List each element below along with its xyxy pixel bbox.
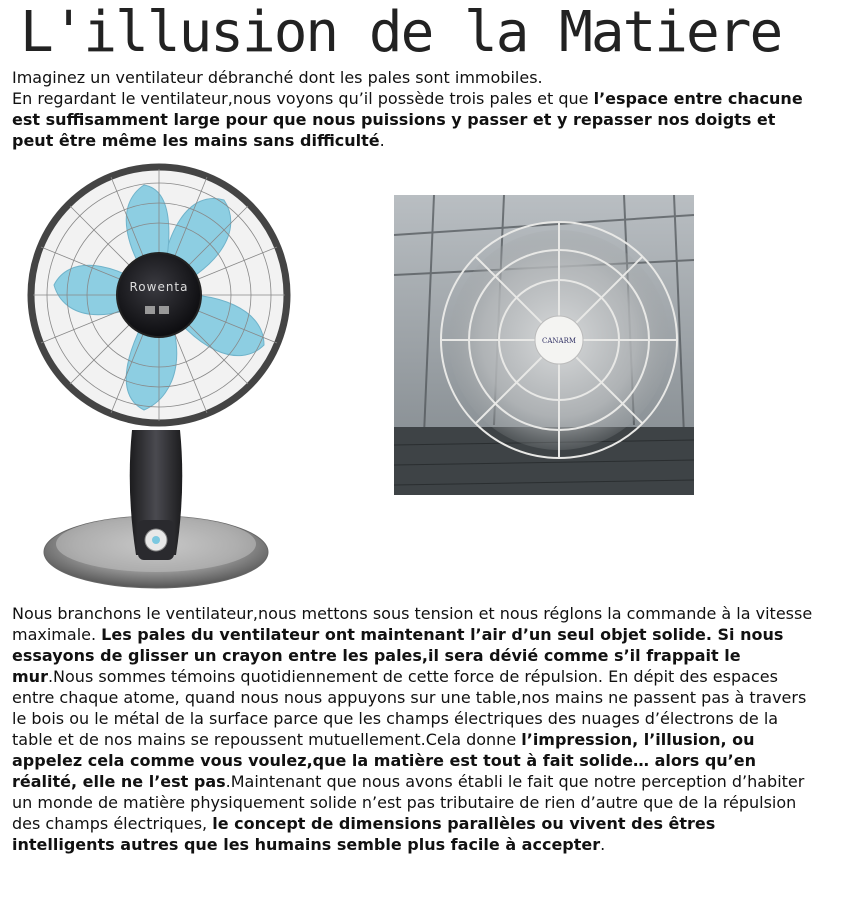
body-text-4: . xyxy=(600,835,606,854)
body-text-1: Nous branchons le ventilateur,nous mettons sous tension et nous réglons la commande à la vitesse maximale. xyxy=(12,604,813,644)
fan2-brand-label: CANARM xyxy=(541,337,577,345)
intro-paragraph xyxy=(12,67,812,151)
intro-bold-text: l’espace entre chacune est suffisamment large pour que nous puissions y passer et y repasser nos doigts et peut être même les mains sans difficulté xyxy=(12,89,803,150)
intro-text: En regardant le ventilateur,nous voyons qu’il possède trois pales et que xyxy=(12,89,594,108)
body-text-2: .Nous sommes témoins quotidiennement de cette force de répulsion. En dépit des espaces entre chaque atome, quand nous nous appuyons sur une table,nos mains ne passent pas à travers le bois ou le métal de la surface parce que les champs électriques des nuages d’électrons de la table et de nos mains se repoussent mutuellement.Cela donne xyxy=(12,667,807,749)
greenhouse-fan-image xyxy=(394,195,694,495)
body-text-3: .Maintenant que nous avons établi le fait que notre perception d’habiter un monde de matière physiquement solide n’est pas tributaire de rien d’autre que de la répulsion des champs électriques, xyxy=(12,772,805,833)
intro-end: . xyxy=(379,131,385,150)
body-bold-2: l’impression, l’illusion, ou appelez cela comme vous voulez,que la matière est tout à fait solide… alors qu’en réalité, elle ne l’est pas xyxy=(12,730,756,791)
body-paragraph xyxy=(12,603,822,855)
intro-line-1: Imaginez un ventilateur débranché dont les pales sont immobiles. xyxy=(12,68,543,87)
fan1-brand-label: Rowenta xyxy=(129,280,189,294)
page-title: L'illusion de la Matiere xyxy=(20,0,782,65)
body-bold-1: Les pales du ventilateur ont maintenant l’air d’un seul objet solide. Si nous essayons de glisser un crayon entre les pales,il sera dévié comme s’il frappait le mur xyxy=(12,625,784,686)
desk-fan-image xyxy=(14,160,314,600)
body-bold-3: le concept de dimensions parallèles ou vivent des êtres intelligents autres que les humains semble plus facile à accepter xyxy=(12,814,716,854)
